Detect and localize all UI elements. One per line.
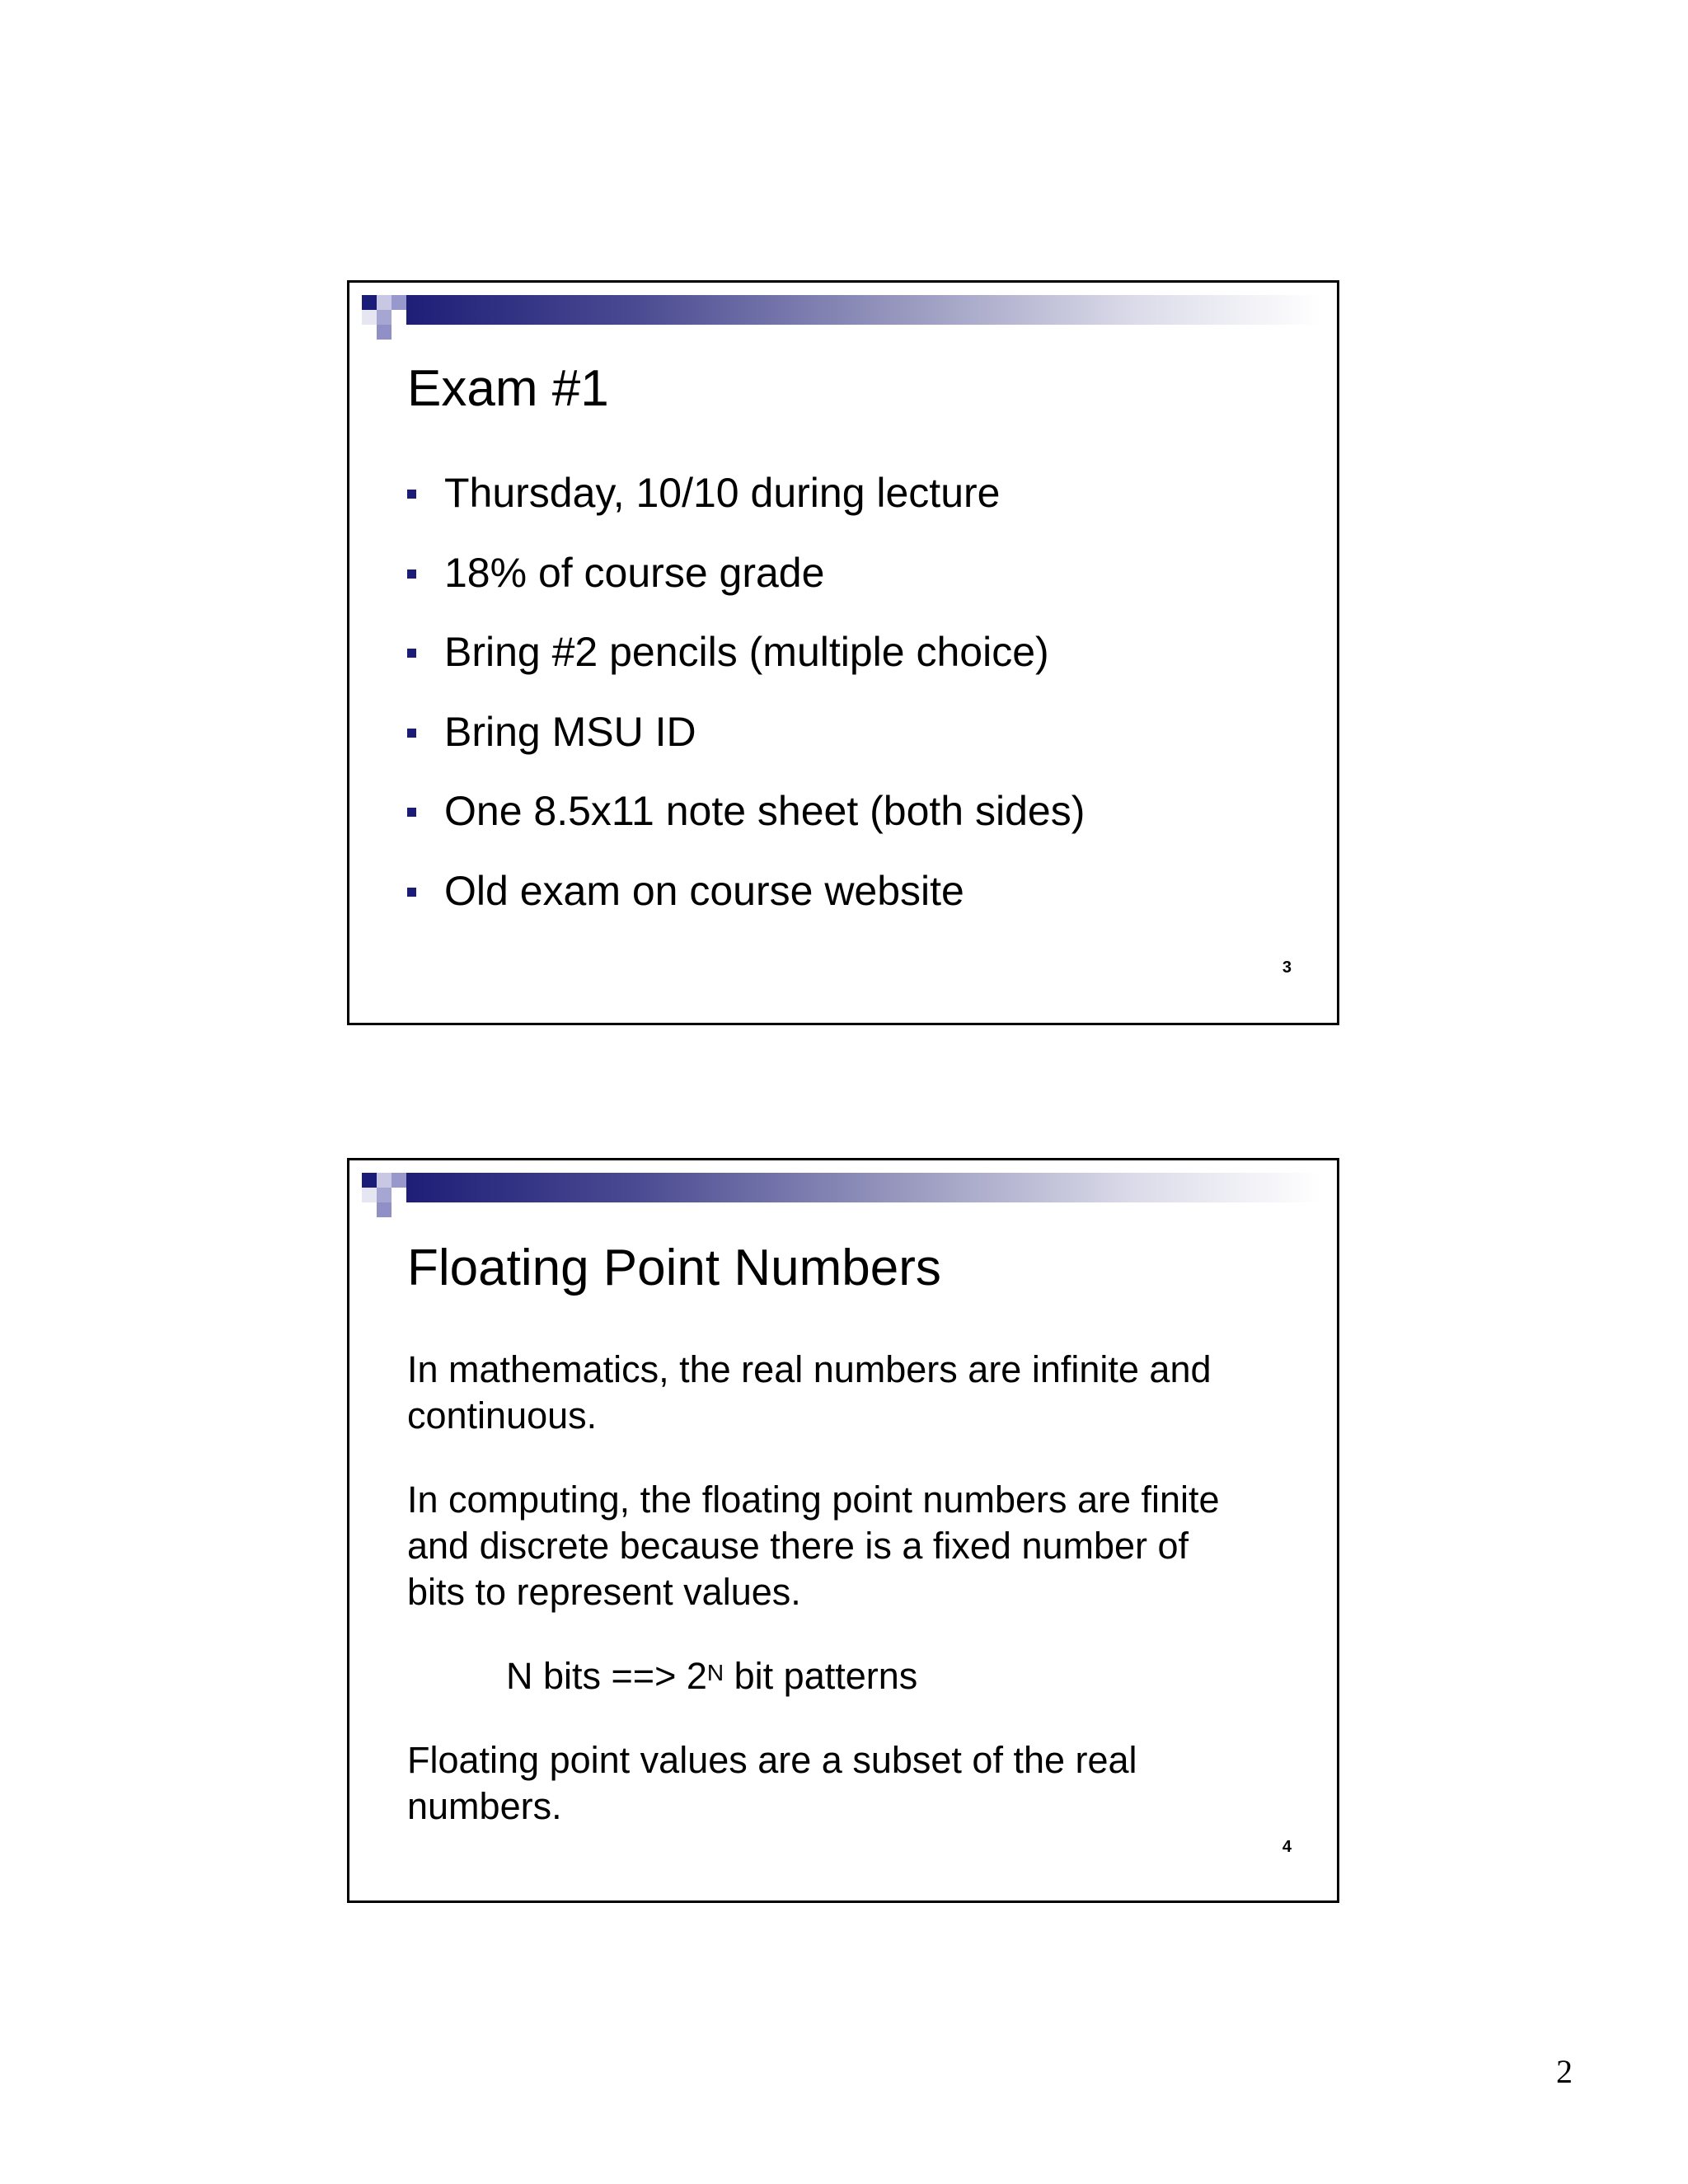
paragraph-subset [407,1737,1137,1830]
square-bullet-icon [407,649,416,658]
page-number: 2 [1556,2053,1573,2090]
text-line: In computing, the floating point numbers are finite [407,1479,1220,1521]
formula-text: N bits ==> 2 [506,1655,707,1697]
header-square-decoration [362,295,377,310]
bit-patterns-formula [506,1653,917,1699]
square-bullet-icon [407,808,416,817]
bullet-item [407,786,1085,866]
bullet-text: Thursday, 10/10 during lecture [444,470,1001,516]
bullet-text: One 8.5x11 note sheet (both sides) [444,788,1085,834]
square-bullet-icon [407,888,416,897]
text-line: numbers. [407,1785,562,1827]
exponent-superscript: N [706,1660,724,1685]
header-square-decoration [362,310,377,325]
text-line: Floating point values are a subset of the real [407,1739,1137,1781]
bullet-text: Old exam on course website [444,867,964,914]
paragraph-real-numbers [407,1347,1212,1439]
slide-title: Exam #1 [407,360,609,417]
slide-exam-1 [347,280,1339,1025]
header-square-decoration [392,1173,406,1188]
text-line: bits to represent values. [407,1571,801,1613]
header-square-decoration [377,295,392,310]
bullet-list [407,468,1085,945]
header-gradient-band [406,1173,1321,1202]
text-line: In mathematics, the real numbers are infinite and [407,1348,1212,1390]
bullet-item [407,548,1085,628]
slide-number: 3 [1282,958,1292,977]
text-line: continuous. [407,1394,598,1436]
text-line: and discrete because there is a fixed number of [407,1525,1189,1567]
header-square-decoration [362,1188,377,1202]
header-square-decoration [392,295,406,310]
bullet-item [407,627,1085,707]
slide-title: Floating Point Numbers [407,1240,941,1296]
square-bullet-icon [407,490,416,499]
header-square-decoration [362,1173,377,1188]
bullet-item [407,866,1085,946]
bullet-item [407,468,1085,548]
header-square-decoration [377,310,392,325]
bullet-text: Bring #2 pencils (multiple choice) [444,629,1049,675]
bullet-text: 18% of course grade [444,549,825,596]
header-gradient-band [406,295,1321,325]
header-square-decoration [377,1202,392,1217]
bullet-item [407,707,1085,787]
slide-number: 4 [1282,1838,1292,1856]
header-square-decoration [377,1173,392,1188]
square-bullet-icon [407,729,416,738]
header-square-decoration [377,325,392,340]
slide-floating-point-numbers [347,1158,1339,1903]
formula-text: bit patterns [724,1655,918,1697]
square-bullet-icon [407,569,416,579]
bullet-text: Bring MSU ID [444,708,696,755]
header-square-decoration [377,1188,392,1202]
paragraph-floating-point [407,1477,1220,1615]
